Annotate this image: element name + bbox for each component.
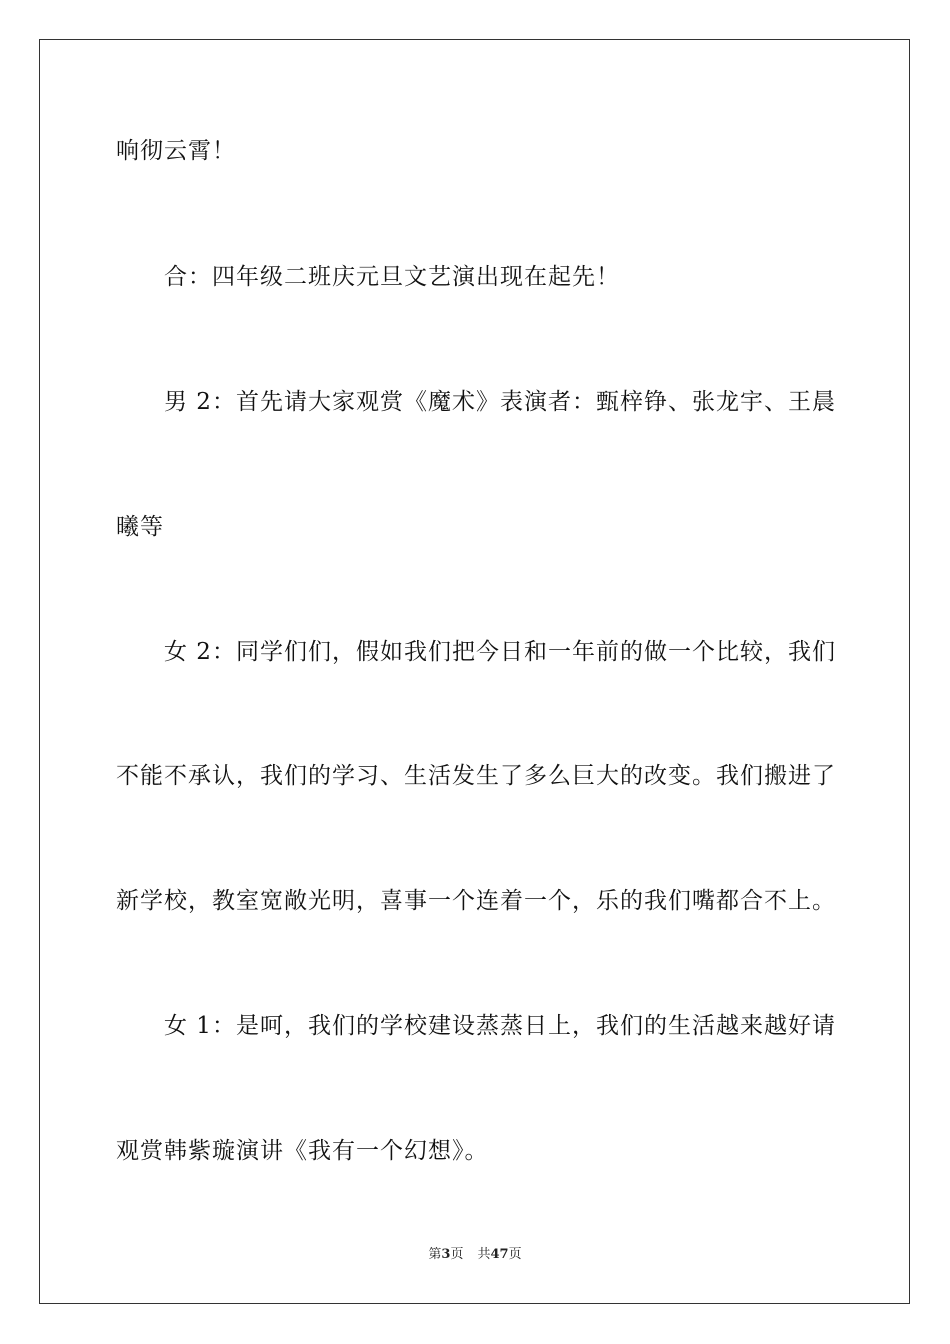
text-line: 新学校，教室宽敞光明，喜事一个连着一个，乐的我们嘴都合不上。 bbox=[116, 888, 836, 914]
page-border bbox=[39, 39, 910, 1304]
page-suffix: 页 bbox=[450, 1247, 464, 1262]
text-line: 曦等 bbox=[116, 514, 164, 540]
page-prefix: 第 bbox=[428, 1247, 442, 1262]
page-number: 3 bbox=[441, 1247, 451, 1262]
total-pages: 47 bbox=[490, 1247, 509, 1262]
total-prefix: 共 bbox=[477, 1247, 491, 1262]
text-line: 女 1：是呵，我们的学校建设蒸蒸日上，我们的生活越来越好请 bbox=[164, 1013, 836, 1039]
text-line: 男 2：首先请大家观赏《魔术》表演者：甄梓铮、张龙宇、王晨 bbox=[164, 389, 836, 415]
text-line: 女 2：同学们们，假如我们把今日和一年前的做一个比较，我们 bbox=[164, 639, 836, 665]
text-line: 不能不承认，我们的学习、生活发生了多么巨大的改变。我们搬进了 bbox=[116, 763, 836, 789]
total-suffix: 页 bbox=[508, 1247, 522, 1262]
text-line: 合：四年级二班庆元旦文艺演出现在起先！ bbox=[164, 264, 620, 290]
text-line: 响彻云霄！ bbox=[116, 138, 236, 164]
text-line: 观赏韩紫璇演讲《我有一个幻想》。 bbox=[116, 1138, 489, 1164]
page-footer bbox=[0, 1246, 950, 1264]
